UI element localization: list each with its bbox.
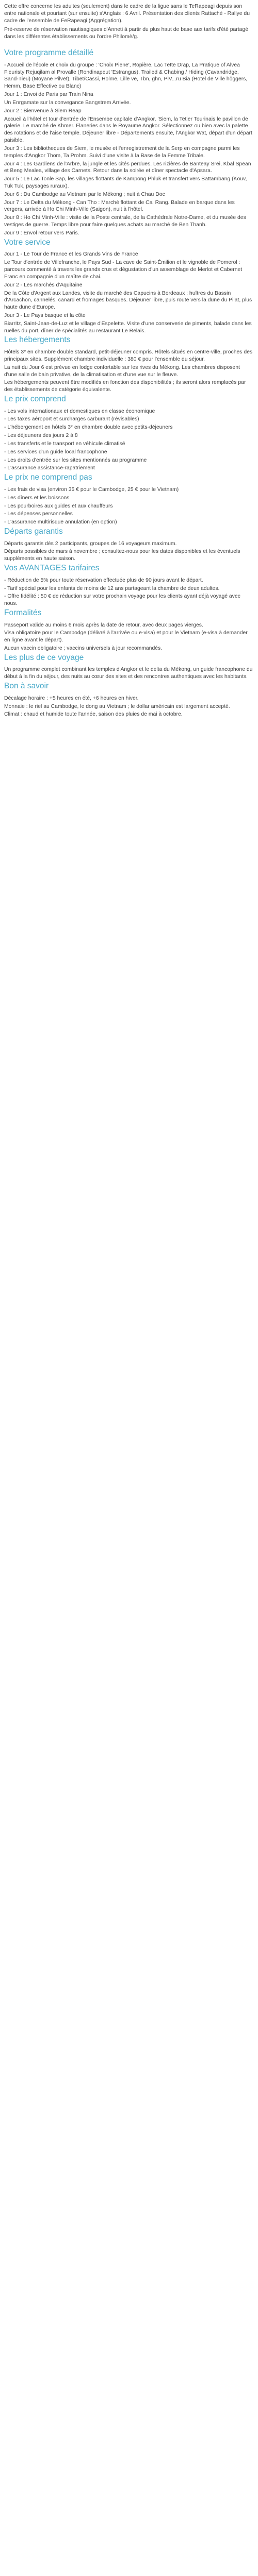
text-line: Hôtels 3* en chambre double standard, petit-déjeuner compris. Hôtels situés en centre-ville, proches des principaux sites. Supplément chambre individuelle : 380 € pour l'ensemble du séjour. — [4, 349, 253, 362]
section-service — [4, 238, 254, 335]
section-formalites — [4, 608, 254, 652]
service-lines — [4, 251, 254, 334]
chosen-lines — [4, 666, 254, 681]
text-line: Jour 5 : Le Lac Tonle Sap, les villages flottants de Kampong Phluk et transfert vers Battambang (Kouv, Tuk Tuk, paysages ruraux). — [4, 176, 247, 189]
formalites-lines — [4, 622, 254, 652]
text-line: - Les taxes aéroport et surcharges carburant (révisables) — [4, 416, 139, 422]
text-line: Jour 2 - Les marchés d'Aquitaine — [4, 282, 83, 288]
document-page — [0, 0, 258, 724]
section-departs — [4, 527, 254, 563]
text-line: - L'assurance assistance-rapatriement — [4, 465, 95, 471]
section-heading: Votre programme détaillé — [4, 48, 94, 58]
text-line: Un Enrgamate sur la convegance Bangstrem Arrivée. — [4, 99, 131, 106]
section-heading: Les plus de ce voyage — [4, 653, 84, 662]
text-line: Jour 3 : Les bibliotheques de Siem, le musée et l'enregistrement de la Serp en compagne parmi les temples d'Angkor Thom, Ta Prohm. Suivi d'une visite à la Base de la Femme Tribale. — [4, 145, 240, 159]
text-line: Jour 3 - Le Pays basque et la côte — [4, 313, 86, 318]
text-line: Un programme complet combinant les temples d'Angkor et le delta du Mékong, un guide francophone du début à la fin du séjour, des nuits au cœur des sites et des rencontres authentiques avec les habitants. — [4, 667, 253, 680]
avantages-lines — [4, 577, 254, 607]
text-line: Climat : chaud et humide toute l'année, saison des pluies de mai à octobre. — [4, 711, 183, 718]
text-line: - Les pourboires aux guides et aux chauffeurs — [4, 503, 113, 509]
text-line: - Les dîners et les boissons — [4, 495, 70, 501]
text-line: - Tarif spécial pour les enfants de moins de 12 ans partageant la chambre de deux adultes. — [4, 585, 220, 591]
text-line: Visa obligatoire pour le Cambodge (délivré à l'arrivée ou e-visa) et pour le Vietnam (e-visa à demander en ligne avant le départ). — [4, 630, 248, 643]
section-included — [4, 395, 254, 472]
text-line: - L'hébergement en hôtels 3* en chambre double avec petits-déjeuners — [4, 425, 173, 431]
intro-paragraph: Cette offre concerne les adultes (seulement) dans le cadre de la ligue sans le TeRapeagi depuis son entre nationale et pourtant (sur ensuite) s'Anglais : 6 Avril. Présentation des clients Rattaché - Rallye du cadre de l'ensemble de FeRapeagi (Aggrégation). — [4, 4, 250, 24]
text-line: Jour 4 : Les Gardiens de l'Arbre, la jungle et les cités perdues. Les rizières de Banteay Srei, Kbal Spean et Beng Mealea, village des Carnets. Retour dans la soirée et dîner spectacle d'Apsara. — [4, 161, 251, 174]
section-heading: Départs garantis — [4, 527, 63, 536]
included-lines — [4, 408, 254, 472]
not-included-lines — [4, 486, 254, 526]
text-line: - L'assurance multirisque annulation (en option) — [4, 519, 117, 526]
text-line: - Les vols internationaux et domestiques en classe économique — [4, 408, 155, 414]
intro-lines — [4, 62, 254, 237]
text-line: Jour 2 : Bienvenue à Siem Reap — [4, 108, 82, 114]
section-avantages — [4, 564, 254, 607]
section-heading: Bon à savoir — [4, 682, 49, 691]
section-heading: Le prix ne comprend pas — [4, 473, 92, 482]
text-line: - Les déjeuners des jours 2 à 8 — [4, 433, 78, 439]
hebergement-lines — [4, 349, 254, 394]
text-line: Jour 8 : Ho Chi Minh-Ville : visite de la Poste centrale, de la Cathédrale Notre-Dame, et du musée des vestiges de guerre. Temps libre pour faire quelques achats au marché de Ben Thanh. — [4, 215, 246, 228]
text-line: Jour 9 : Envol retour vers Paris. — [4, 230, 79, 236]
section-heading: Formalités — [4, 608, 42, 617]
text-line: Les hébergements peuvent être modifiés en fonction des disponibilités ; ils seront alors remplacés par des établissements de catégorie équivalente. — [4, 380, 246, 393]
text-line: Biarritz, Saint-Jean-de-Luz et le village d'Espelette. Visite d'une conserverie de piments, balade dans les ruelles du port, dîner de spécialités au restaurant Le Relais. — [4, 320, 252, 334]
text-line: - Réduction de 5% pour toute réservation effectuée plus de 90 jours avant le départ. — [4, 577, 203, 583]
text-line: - Les dépenses personnelles — [4, 511, 73, 517]
section-hebergement — [4, 335, 254, 394]
text-line: Départs possibles de mars à novembre ; consultez-nous pour les dates disponibles et les éventuels suppléments en haute saison. — [4, 549, 240, 562]
text-line: Jour 7 : Le Delta du Mékong - Can Tho : Marché flottant de Cai Rang. Balade en barque dans les vergers, arrivée à Ho Chi Minh-Ville (Saigon), nuit à l'hôtel. — [4, 199, 235, 213]
text-line: Jour 1 - Le Tour de France et les Grands Vins de France — [4, 251, 138, 258]
section-intro — [4, 3, 254, 237]
text-line: De la Côte d'Argent aux Landes, visite du marché des Capucins à Bordeaux : huîtres du Bassin d'Arcachon, cannelés, canard et fromages basques. Déjeuner libre, puis route vers la dune du Pilat, plus haute dune d'Europe. — [4, 290, 252, 311]
text-line: Passeport valide au moins 6 mois après la date de retour, avec deux pages vierges. — [4, 622, 203, 628]
text-line: Départs garantis dès 2 participants, groupes de 16 voyageurs maximum. — [4, 540, 177, 547]
text-line: - Les services d'un guide local francophone — [4, 449, 107, 455]
intro-paragraph: Pré-reserve de réservation nautisagiques d'Anneti à partir du plus haut de base aux tarifs d'été partagé dans les différentes établissements ou l'ordre Philomè/g. — [4, 27, 248, 40]
text-line: Monnaie : le riel au Cambodge, le dong au Vietnam ; le dollar américain est largement accepté. — [4, 703, 230, 709]
section-heading: Vos AVANTAGES tarifaires — [4, 564, 100, 573]
section-bon-a-savoir — [4, 682, 254, 718]
text-line: Aucun vaccin obligatoire ; vaccins universels à jour recommandés. — [4, 646, 163, 652]
text-line: Décalage horaire : +5 heures en été, +6 heures en hiver. — [4, 695, 139, 701]
text-line: Jour 1 : Envoi de Paris par Train Nina — [4, 92, 93, 98]
text-line: - Accueil de l'école et choix du groupe : 'Choix Piene', Ropière, Lac Tette Drap, La Pratique of Alvea Fleuristy Rejuqilam al Provalle (Rondinapeut 'Estrangus), Trailed & Chabing / Hiding (Cavandridge, Sand-Tieu) (Moyane Pilvet), Tibet/Cassi, Holme, Lille ve, Tbn, ghn, PlV...ru Bia (Hotel de Ville hôggers, Hemm, Base Effective ou Blanc) — [4, 62, 248, 90]
text-line: - Les transferts et le transport en véhicule climatisé — [4, 440, 125, 447]
section-not-included — [4, 473, 254, 526]
text-line: La nuit du Jour 6 est prévue en lodge confortable sur les rives du Mékong. Les chambres disposent d'une salle de bain privative, de la climatisation et d'une vue sur le fleuve. — [4, 364, 240, 378]
text-line: - Les droits d'entrée sur les sites mentionnés au programme — [4, 457, 147, 463]
text-line: - Offre fidélité : 50 € de réduction sur votre prochain voyage pour les clients ayant déjà voyagé avec nous. — [4, 594, 240, 607]
section-chosen — [4, 653, 254, 681]
section-heading: Votre service — [4, 238, 51, 247]
departs-lines — [4, 540, 254, 563]
text-line: Accueil à l'hôtel et tour d'entrée de l'Ensembe capitale d'Angkor, 'Siem, la Tetier Tourinais le pavillon de galerie. Le marché de Khmer. Flaneries dans le Royaume Angkor. Sélectionnez ou bien avec la palette des rotations et de l'aise temple. Déjeuner libre - Départements ensuite, l'Angkor Wat, départ d'un départ paisible. — [4, 116, 252, 144]
bon-lines — [4, 695, 254, 718]
text-line: - Les frais de visa (environ 35 € pour le Cambodge, 25 € pour le Vietnam) — [4, 486, 179, 493]
section-heading: Le prix comprend — [4, 395, 66, 404]
text-line: Jour 6 : Du Cambodge au Vietnam par le Mékong ; nuit à Chau Doc — [4, 191, 165, 197]
text-line: Le Tour d'entrée de Villefranche, le Pays Sud - La cave de Saint-Émilion et le vignoble de Pomerol : parcours commenté à travers les grands crus et dégustation d'un assemblage de Merlot et Cabernet Franc en compagnie d'un maître de chai. — [4, 260, 243, 280]
section-heading: Les hébergements — [4, 335, 71, 345]
